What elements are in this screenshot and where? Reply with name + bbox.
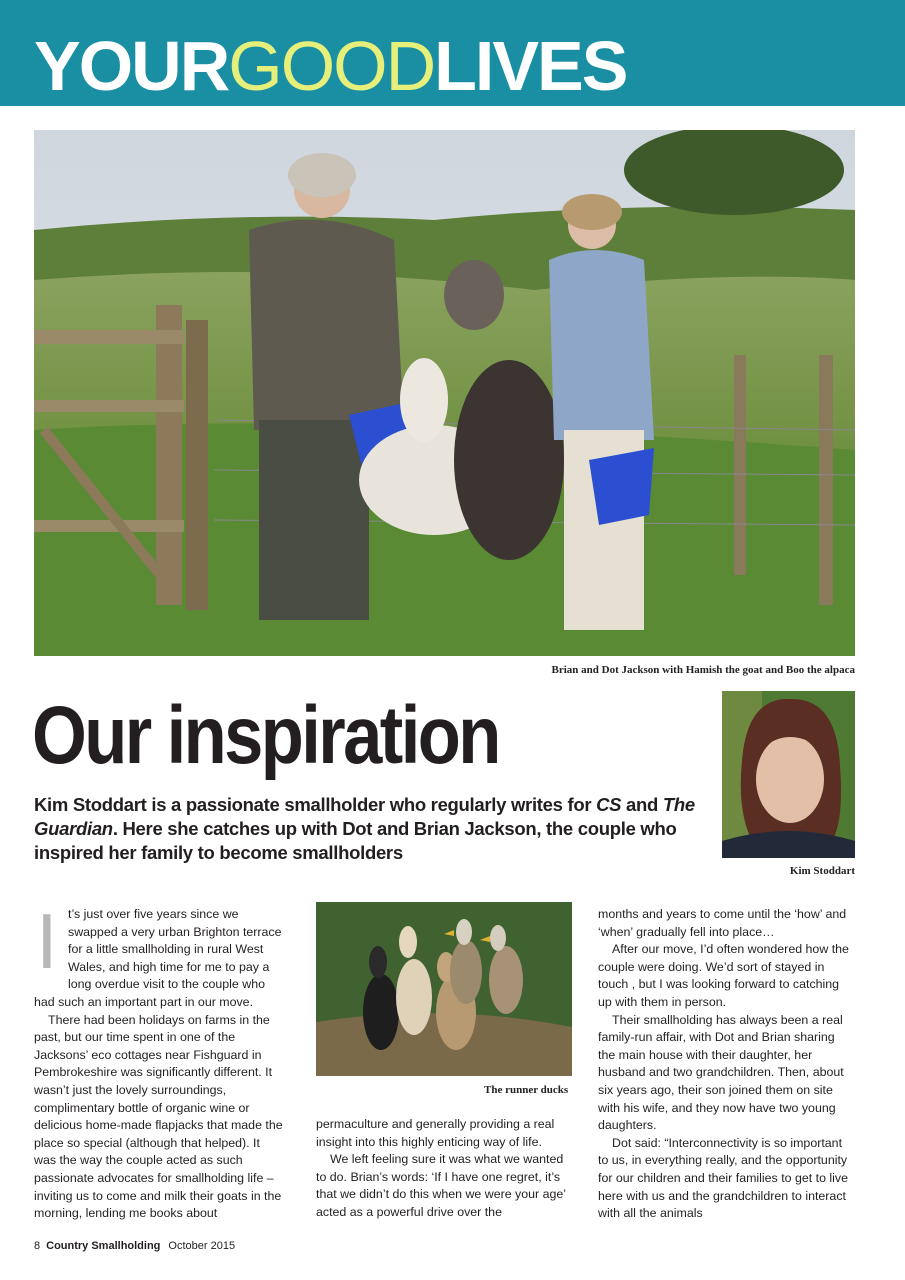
standfirst-part1: Kim Stoddart is a passionate smallholder who regularly writes for [34,794,597,815]
section-title-lives: LIVES [434,27,627,105]
ducks-photo-illustration [316,902,572,1076]
article-column-2 [316,1116,572,1222]
portrait-caption: Kim Stoddart [789,865,855,877]
main-photo [34,130,855,656]
main-photo-illustration [34,130,855,656]
standfirst-part2: and [621,794,663,815]
standfirst-cs: CS [596,794,622,815]
section-title-your: YOUR [34,27,229,105]
ducks-photo-caption: The runner ducks [484,1084,569,1096]
main-photo-caption: Brian and Dot Jackson with Hamish the goat and Boo the alpaca [551,664,855,676]
author-portrait-illustration [722,691,855,858]
article-headline: Our inspiration [32,690,499,781]
paragraph: permaculture and generally providing a real insight into this highly enticing way of life. [316,1117,555,1149]
drop-cap: I [36,897,58,985]
article-column-3 [598,906,855,1223]
paragraph: There had been holidays on farms in the past, but our time spent in one of the Jacksons’ eco cottages near Fishguard in Pembrokeshire was significantly different. It wasn’t just the lovely surroundings, complimentary bottle of organic wine or delicious home-made flapjacks that made the place so special (although that helped). It was the way the couple acted as such passionate advocates for smallholding life – inviting us to come and milk their goats in the morning, lending me books about [34,1012,283,1221]
page-footer [34,1240,235,1252]
author-portrait [722,691,855,858]
paragraph: Dot said: “Interconnectivity is so important to us, in everything really, and the opportunity for our children and their families to get to live here with us and the grandchildren to interact with all the animals [598,1135,849,1221]
page-number: 8 [34,1240,41,1252]
paragraph: t’s just over five years since we swapped a very urban Brighton terrace for a little smallholding in rural West Wales, and high time for me to pay a long overdue visit to the couple who had such an important part in our move. [34,907,282,1009]
issue-date: October 2015 [168,1240,236,1252]
article-column-1 [34,897,284,1223]
paragraph: After our move, I’d often wondered how the couple were doing. We’d sort of stayed in touch , but I was looking forward to catching up with them in person. [598,942,849,1009]
article-standfirst [34,793,714,865]
paragraph: We left feeling sure it was what we wanted to do. Brian’s words: ‘If I have one regret, it’s that we didn’t do this when we were your age’ acted as a powerful drive over the [316,1152,566,1219]
section-title-good: GOOD [228,27,435,105]
magazine-name: Country Smallholding [46,1240,161,1252]
section-title [34,26,626,106]
paragraph: Their smallholding has always been a real family-run affair, with Dot and Brian sharing the main house with their daughter, her husband and two grandchildren. Then, about six years ago, their son joined them on site with his wife, and they now have two young daughters. [598,1012,844,1133]
ducks-photo [316,902,572,1076]
standfirst-part3: . Here she catches up with Dot and Brian Jackson, the couple who inspired her family to become smallholders [34,818,677,863]
standfirst-guardian: The Guardian [34,794,695,839]
section-banner [0,0,905,106]
paragraph: months and years to come until the ‘how’ and ‘when’ gradually fell into place… [598,907,847,939]
